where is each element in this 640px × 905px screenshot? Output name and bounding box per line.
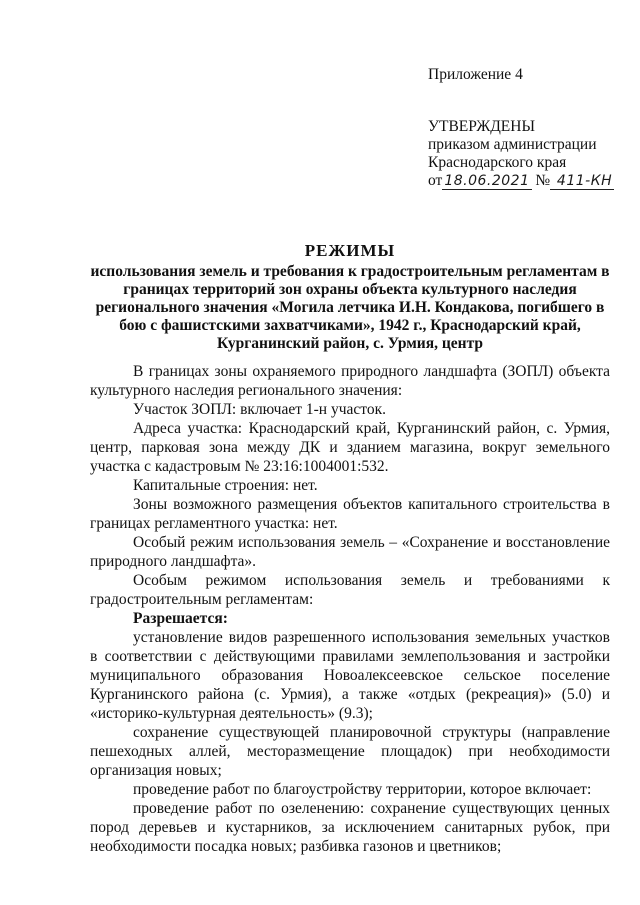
- number-prefix: №: [535, 172, 551, 189]
- permitted-heading: Разрешается:: [133, 610, 228, 627]
- appendix-label: Приложение 4: [428, 66, 523, 83]
- date-prefix: от: [428, 172, 443, 189]
- document-body: [90, 362, 610, 856]
- paragraph: установление видов разрешенного использования земельных участков в соответствии с действующими правилами землепользования и застройки муниципального образования Новоалексеевское сельское поселение Курганинского района (с. Урмия), а также «отдых (рекреация)» (5.0) и «историко-культурная деятельность» (9.3);: [90, 629, 610, 722]
- order-line-1: приказом администрации: [428, 136, 597, 153]
- document-subtitle: использования земель и требования к градостроительным регламентам в границах территорий зон охраны объекта культурного наследия регионального значения «Могила летчика И.Н. Кондакова, погибшего в бою с фашистскими захватчиками», 1942 г., Краснодарский край, Курганинский район, с. Урмия, центр: [90, 263, 610, 352]
- approved-label: УТВЕРЖДЕНЫ: [428, 118, 535, 135]
- date-number-line: [428, 172, 633, 190]
- paragraph: Участок ЗОПЛ: включает 1-н участок.: [133, 401, 386, 418]
- handwritten-number: 411-КН: [550, 173, 614, 190]
- paragraph: Адреса участка: Краснодарский край, Курганинский район, с. Урмия, центр, парковая зона между ДК и зданием магазина, вокруг земельного участка с кадастровым № 23:16:1004001:532.: [90, 420, 610, 475]
- paragraph: Особый режим использования земель – «Сохранение и восстановление природного ландшафта».: [90, 534, 610, 570]
- paragraph: Зоны возможного размещения объектов капитального строительства в границах регламентного участка: нет.: [90, 496, 610, 532]
- scan-edge-mark: [398, 0, 460, 2]
- paragraph: сохранение существующей планировочной структуры (направление пешеходных аллей, месторазмещение площадок) при необходимости организация новых;: [90, 724, 610, 779]
- paragraph: Капитальные строения: нет.: [133, 477, 318, 494]
- paragraph: Особым режимом использования земель и требованиями к градостроительным регламентам:: [90, 572, 610, 608]
- handwritten-date: 18.06.2021: [444, 173, 530, 189]
- approval-block: [428, 66, 633, 190]
- document-title: РЕЖИМЫ: [304, 241, 396, 260]
- paragraph: проведение работ по благоустройству территории, которое включает:: [133, 781, 592, 798]
- paragraph: В границах зоны охраняемого природного ландшафта (ЗОПЛ) объекта культурного наследия регионального значения:: [90, 363, 610, 399]
- order-line-2: Краснодарского края: [428, 154, 567, 171]
- paragraph: проведение работ по озеленению: сохранение существующих ценных пород деревьев и кустарников, за исключением санитарных рубок, при необходимости посадка новых; разбивка газонов и цветников;: [90, 800, 610, 855]
